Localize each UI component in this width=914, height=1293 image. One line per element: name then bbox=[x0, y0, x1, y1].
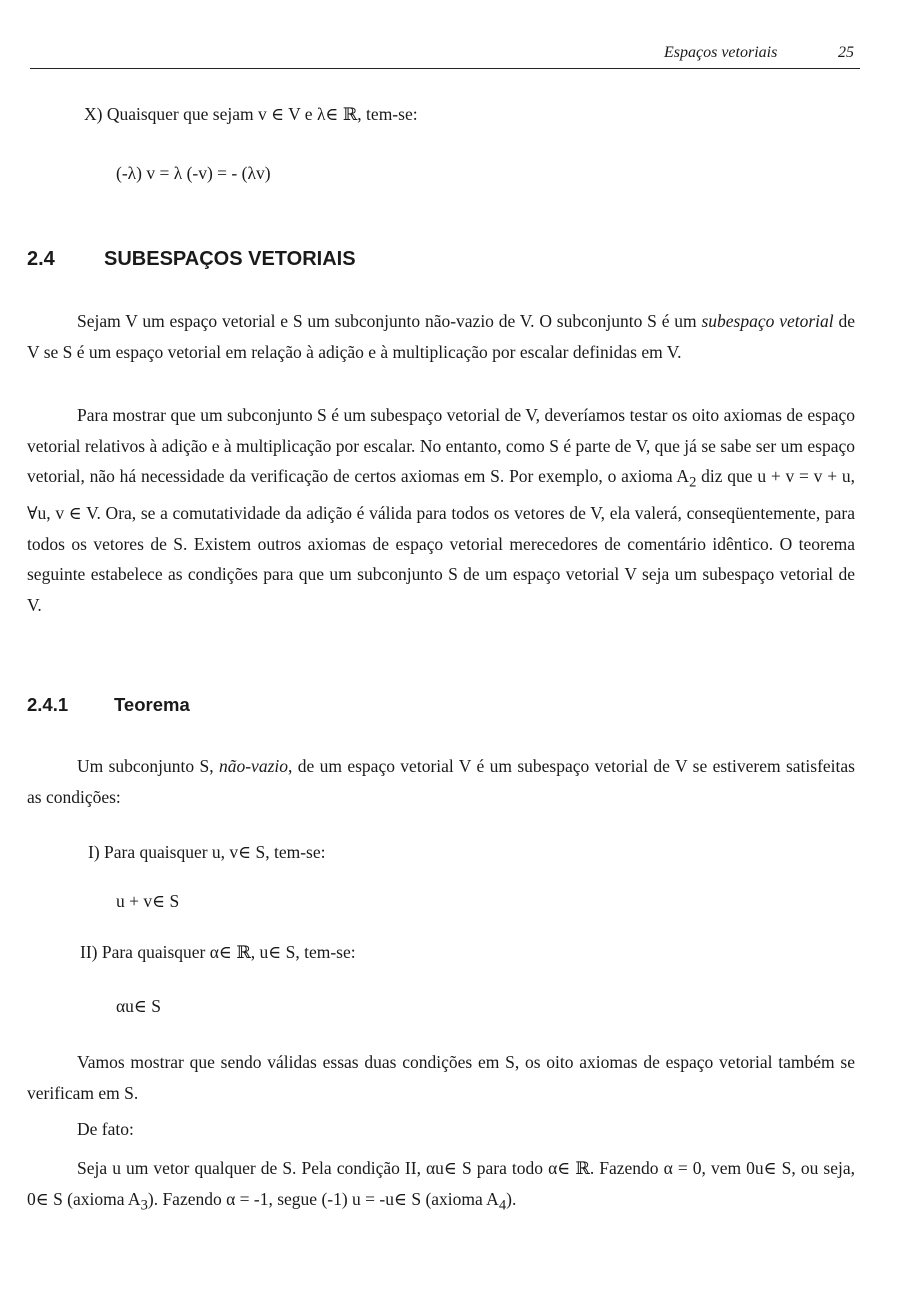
running-title: Espaços vetoriais bbox=[664, 44, 778, 61]
proof-intro-paragraph: Vamos mostrar que sendo válidas essas duas condições em S, os oito axiomas de espaço vetorial também se verificam em S. bbox=[27, 1052, 855, 1103]
subsection-title: Teorema bbox=[114, 694, 190, 715]
theorem-statement: Um subconjunto S, não-vazio, de um espaço vetorial V é um subespaço vetorial de V se estiverem satisfeitas as condições: bbox=[27, 756, 855, 807]
term-subespaco-vetorial: subespaço vetorial bbox=[701, 311, 834, 331]
page-number: 25 bbox=[838, 44, 854, 61]
condition-1-formula: u + v∈ S bbox=[116, 891, 180, 911]
section-intro-paragraph: Sejam V um espaço vetorial e S um subconjunto não-vazio de V. O subconjunto S é um subespaço vetorial de V se S é um espaço vetorial em relação à adição e à multiplicação por escalar definidas em V. bbox=[27, 311, 855, 362]
proof-paragraph: Seja u um vetor qualquer de S. Pela condição II, αu∈ S para todo α∈ ℝ. Fazendo α = 0, vem 0u∈ S, ou seja, 0∈ S (axioma $A_3$). Fazendo α = -1, segue (-1) u = -u∈ S (axioma $A_4$). bbox=[27, 1158, 855, 1213]
section-number: 2.4 bbox=[27, 248, 55, 270]
section-title: SUBESPAÇOS VETORIAIS bbox=[104, 248, 356, 270]
property-x-statement: X) Quaisquer que sejam v ∈ V e λ∈ ℝ, tem-se: bbox=[84, 104, 418, 124]
condition-2-formula: αu∈ S bbox=[116, 996, 161, 1016]
condition-2-statement: II) Para quaisquer α∈ ℝ, u∈ S, tem-se: bbox=[80, 942, 356, 962]
subsection-number: 2.4.1 bbox=[27, 694, 69, 715]
property-x-formula: (-λ) v = λ (-v) = - (λv) bbox=[116, 163, 271, 183]
condition-1-statement: I) Para quaisquer u, v∈ S, tem-se: bbox=[88, 842, 326, 862]
section-motivation-paragraph: Para mostrar que um subconjunto S é um subespaço vetorial de V, deveríamos testar os oito axiomas de espaço vetorial relativos à adição e à multiplicação por escalar. No entanto, como S é parte de V, que já se sabe ser um espaço vetorial, não há necessidade da verificação de certos axiomas em S. Por exemplo, o axioma $A_2$ diz que u + v = v + u, ∀u, v ∈ V. Ora, se a comutatividade da adição é válida para todos os vetores de V, ela valerá, conseqüentemente, para todos os vetores de S. Existem outros axiomas de espaço vetorial merecedores de comentário idêntico. O teorema seguinte estabelece as condições para que um subconjunto S de um espaço vetorial V seja um subespaço vetorial de V. bbox=[27, 405, 855, 615]
header-rule bbox=[30, 68, 860, 69]
de-fato-label: De fato: bbox=[77, 1119, 134, 1139]
term-nao-vazio: não-vazio bbox=[218, 756, 289, 776]
